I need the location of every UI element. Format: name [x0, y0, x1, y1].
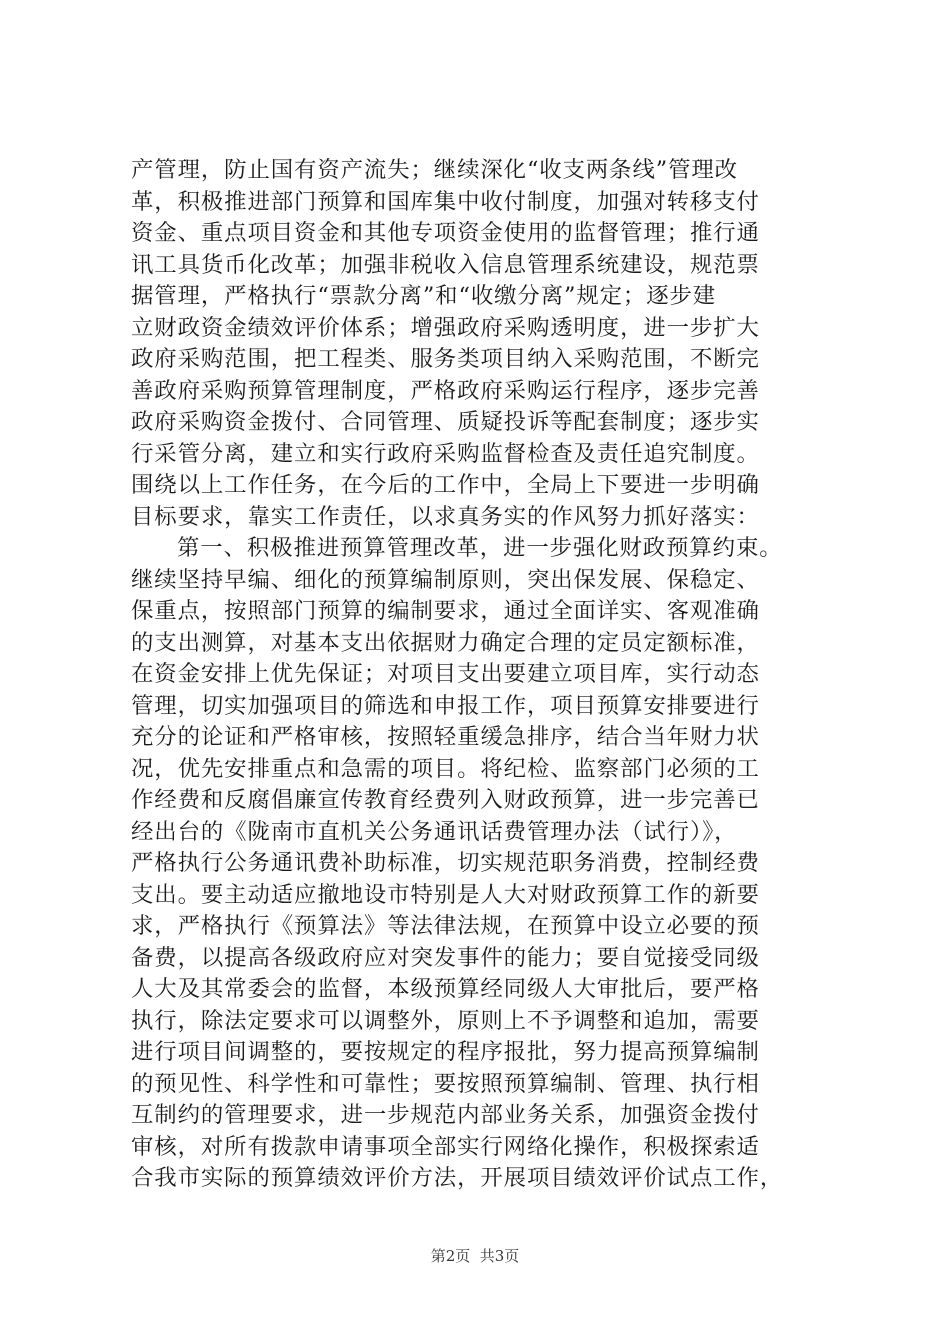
text-line: 况，优先安排重点和急需的项目。将纪检、监察部门必须的工 — [131, 755, 760, 782]
text-line: 严格执行公务通讯费补助标准，切实规范职务消费，控制经费 — [131, 850, 760, 876]
text-line: 善政府采购预算管理制度，严格政府采购运行程序，逐步完善 — [131, 377, 760, 404]
text-line: 经出台的《陇南市直机关公务通讯话费管理办法（试行）》， — [131, 818, 738, 845]
text-line: 据管理，严格执行“票款分离”和“收缴分离”规定；逐步建 — [131, 283, 717, 309]
text-line: 资金、重点项目资金和其他专项资金使用的监督管理；推行通 — [131, 220, 760, 246]
text-line: 管理，切实加强项目的筛选和申报工作，项目预算安排要进行 — [131, 692, 760, 719]
text-line: 政府采购范围，把工程类、服务类项目纳入采购范围，不断完 — [131, 346, 760, 372]
text-line: 保重点，按照部门预算的编制要求，通过全面详实、客观准确 — [131, 598, 760, 624]
text-line: 进行项目间调整的，要按规定的程序报批，努力提高预算编制 — [131, 1039, 760, 1065]
text-line: 在资金安排上优先保证；对项目支出要建立项目库，实行动态 — [131, 661, 760, 687]
text-line: 的支出测算，对基本支出依据财力确定合理的定员定额标准， — [131, 629, 760, 656]
text-line: 的预见性、科学性和可靠性；要按照预算编制、管理、执行相 — [131, 1070, 760, 1097]
text-line: 人大及其常委会的监督，本级预算经同级人大审批后，要严格 — [131, 976, 760, 1002]
text-line: 备费，以提高各级政府应对突发事件的能力；要自觉接受同级 — [131, 944, 760, 971]
text-line: 围绕以上工作任务，在今后的工作中，全局上下要进一步明确 — [131, 472, 760, 498]
page-footer — [0, 1245, 950, 1266]
text-line: 作经费和反腐倡廉宣传教育经费列入财政预算，进一步完善已 — [131, 787, 760, 813]
text-line: 政府采购资金拨付、合同管理、质疑投诉等配套制度；逐步实 — [131, 409, 760, 435]
text-line: 革，积极推进部门预算和国库集中收付制度，加强对转移支付 — [131, 188, 760, 215]
text-line: 充分的论证和严格审核，按照轻重缓急排序，结合当年财力状 — [131, 724, 760, 750]
text-line: 审核，对所有拨款申请事项全部实行网络化操作，积极探索适 — [131, 1133, 760, 1160]
document-body — [131, 155, 831, 1195]
text-line: 行采管分离，建立和实行政府采购监督检查及责任追究制度。 — [131, 440, 760, 467]
text-line: 目标要求，靠实工作责任，以求真务实的作风努力抓好落实： — [131, 503, 760, 530]
text-line: 立财政资金绩效评价体系；增强政府采购透明度，进一步扩大 — [131, 314, 760, 341]
paragraph-first-line: 第一、积极推进预算管理改革，进一步强化财政预算约束。 — [177, 535, 783, 561]
text-line: 互制约的管理要求，进一步规范内部业务关系，加强资金拨付 — [131, 1102, 760, 1128]
text-line: 支出。要主动适应撤地设市特别是人大对财政预算工作的新要 — [131, 881, 760, 908]
text-line: 求，严格执行《预算法》等法律法规，在预算中设立必要的预 — [131, 913, 760, 939]
text-line: 产管理，防止国有资产流失；继续深化“收支两条线”管理改 — [131, 157, 738, 183]
text-line: 继续坚持早编、细化的预算编制原则，突出保发展、保稳定、 — [131, 566, 760, 593]
text-line: 讯工具货币化改革；加强非税收入信息管理系统建设，规范票 — [131, 251, 760, 278]
page-number: 第2页 共3页 — [430, 1247, 520, 1265]
text-line: 执行，除法定要求可以调整外，原则上不予调整和追加，需要 — [131, 1007, 760, 1034]
text-line: 合我市实际的预算绩效评价方法，开展项目绩效评价试点工作， — [131, 1165, 784, 1191]
